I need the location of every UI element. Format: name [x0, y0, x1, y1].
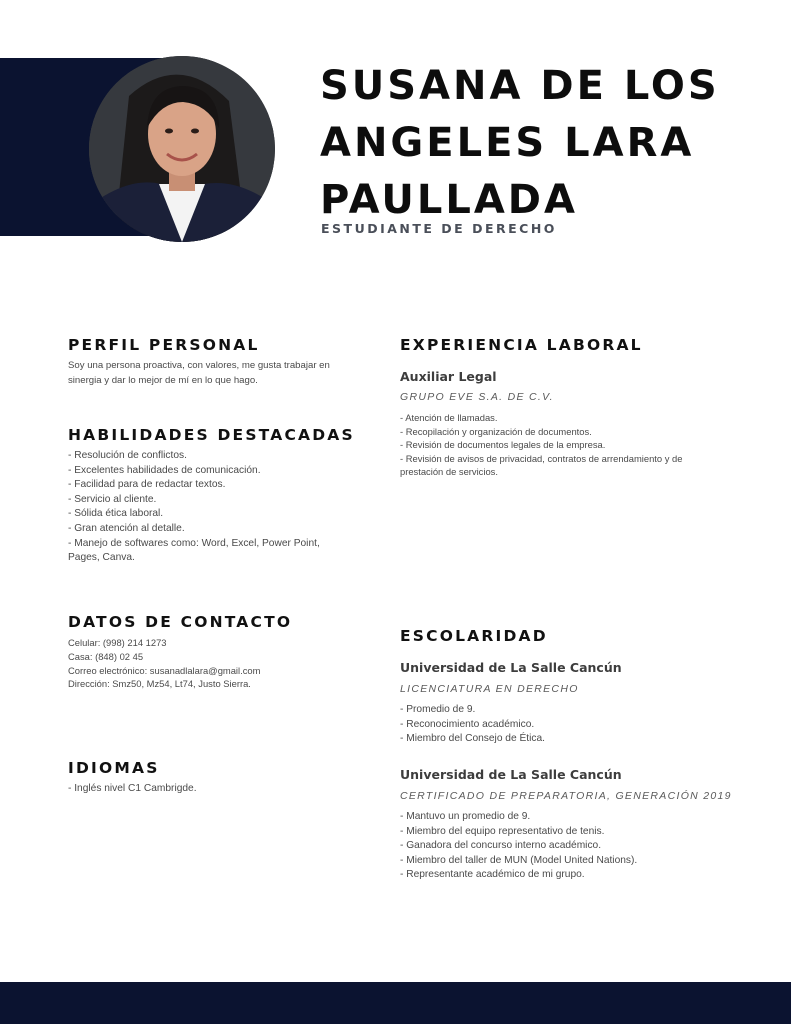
list-item: - Promedio de 9.: [400, 704, 476, 715]
text-line: sinergia y dar lo mejor de mí en lo que hago.: [68, 374, 258, 386]
habilidades-list: [68, 449, 320, 566]
school-name: Universidad de La Salle Cancún: [400, 660, 622, 675]
experiencia-company: GRUPO EVE S.A. DE C.V.: [400, 391, 554, 403]
list-item: - Mantuvo un promedio de 9.: [400, 811, 531, 822]
list-item: - Manejo de softwares como: Word, Excel, Power Point,: [68, 537, 320, 549]
habilidades-heading: HABILIDADES DESTACADAS: [68, 426, 355, 444]
profile-photo: [89, 56, 275, 242]
contacto-heading: DATOS DE CONTACTO: [68, 613, 293, 631]
experiencia-heading: EXPERIENCIA LABORAL: [400, 336, 643, 354]
idiomas-heading: IDIOMAS: [68, 759, 160, 777]
experiencia-position: Auxiliar Legal: [400, 369, 497, 384]
list-item: prestación de servicios.: [400, 466, 498, 478]
school-name: Universidad de La Salle Cancún: [400, 767, 622, 782]
idiomas-list: [68, 782, 197, 797]
experiencia-list: [400, 411, 682, 479]
contact-phone: Celular: (998) 214 1273: [68, 637, 167, 648]
contacto-list: [68, 636, 260, 691]
list-item: - Reconocimiento académico.: [400, 718, 535, 730]
school-details: [400, 810, 637, 883]
list-item: - Resolución de conflictos.: [68, 450, 187, 461]
perfil-text: [68, 359, 330, 388]
name-line: PAULLADA: [320, 177, 578, 223]
list-item: Pages, Canva.: [68, 552, 135, 564]
contact-address: Dirección: Smz50, Mz54, Lt74, Justo Sierra.: [68, 678, 251, 690]
list-item: - Miembro del equipo representativo de tenis.: [400, 825, 605, 837]
list-item: - Excelentes habilidades de comunicación.: [68, 464, 261, 476]
list-item: - Miembro del Consejo de Ética.: [400, 733, 545, 745]
list-item: - Facilidad para de redactar textos.: [68, 479, 226, 491]
school-details: [400, 703, 545, 747]
name-line: ANGELES LARA: [320, 120, 695, 166]
perfil-heading: PERFIL PERSONAL: [68, 336, 260, 354]
profile-photo-illustration: [89, 56, 275, 242]
list-item: - Recopilación y organización de documentos.: [400, 425, 592, 437]
list-item: - Revisión de documentos legales de la empresa.: [400, 439, 606, 451]
list-item: - Representante académico de mi grupo.: [400, 869, 585, 881]
list-item: - Inglés nivel C1 Cambrigde.: [68, 783, 197, 794]
text-line: Soy una persona proactiva, con valores, me gusta trabajar en: [68, 360, 330, 371]
list-item: - Gran atención al detalle.: [68, 522, 185, 534]
list-item: - Ganadora del concurso interno académico.: [400, 840, 602, 852]
list-item: - Servicio al cliente.: [68, 493, 157, 505]
list-item: - Revisión de avisos de privacidad, contratos de arrendamiento y de: [400, 452, 683, 464]
contact-home: Casa: (848) 02 45: [68, 650, 144, 662]
job-title: ESTUDIANTE DE DERECHO: [321, 221, 557, 236]
list-item: - Sólida ética laboral.: [68, 508, 164, 520]
name-line: SUSANA DE LOS: [320, 63, 720, 109]
full-name: [320, 58, 760, 229]
school-degree: CERTIFICADO DE PREPARATORIA, GENERACIÓN 2019: [400, 790, 732, 802]
contact-email: Correo electrónico: susanadlalara@gmail.com: [68, 664, 261, 676]
escolaridad-heading: ESCOLARIDAD: [400, 627, 548, 645]
list-item: - Atención de llamadas.: [400, 412, 498, 423]
school-degree: LICENCIATURA EN DERECHO: [400, 683, 579, 695]
list-item: - Miembro del taller de MUN (Model United Nations).: [400, 854, 638, 866]
footer-band: [0, 982, 791, 1024]
